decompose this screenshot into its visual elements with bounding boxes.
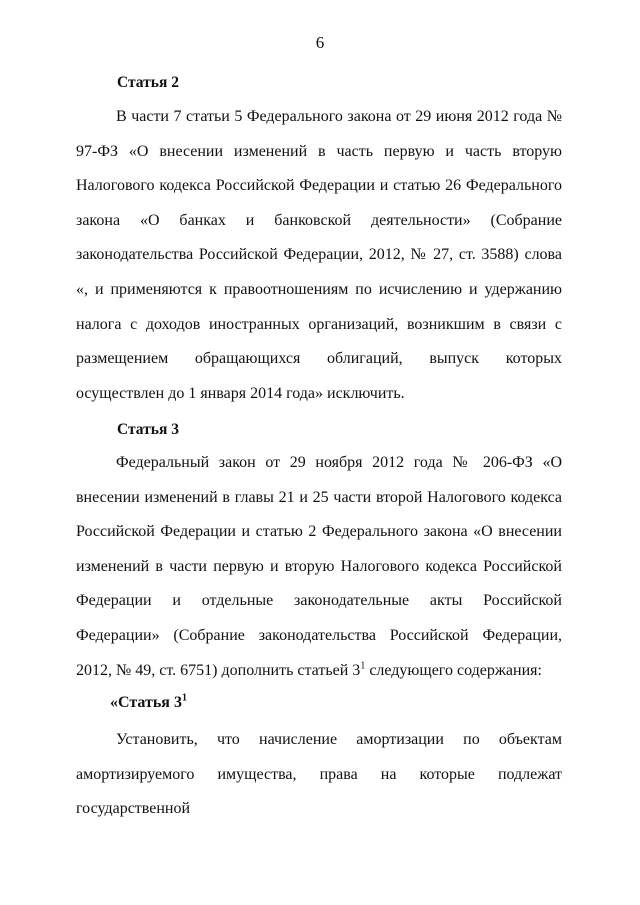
article-3-1-heading-text: «Статья 3: [110, 694, 182, 711]
article-3-text: [76, 446, 562, 688]
article-3-text-tail: следующего содержания:: [365, 661, 542, 679]
article-2-text: В части 7 статьи 5 Федерального закона от 29 июня 2012 года № 97-ФЗ «О внесении изменений в часть первую и часть вторую Налогового кодекса Российской Федерации и статью 26 Федерального закона «О банках и банковской деятельности» (Собрание законодательства Российской Федерации, 2012, № 27, ст. 3588) слова «, и применяются к правоотношениям по исчислению и удержанию налога с доходов иностранных организаций, возникшим в связи с размещением обращающихся облигаций, выпуск которых осуществлен до 1 января 2014 года» исключить.: [76, 108, 562, 402]
article-3-1-heading: [110, 694, 187, 712]
article-3-text-main: Федеральный закон от 29 ноября 2012 года № 206-ФЗ «О внесении изменений в главы 21 и 25 части второй Налогового кодекса Российской Федерации и статью 2 Федерального закона «О внесении изменений в части первую и вторую Налогового кодекса Российской Федерации и отдельные законодательные акты Российской Федерации» (Собрание законодательства Российской Федерации, 2012, № 49, ст. 6751) дополнить статьей 3: [76, 454, 562, 679]
page-number: 6: [315, 33, 325, 52]
article-2-heading: Статья 2: [117, 74, 179, 91]
article-3-heading: Статья 3: [117, 421, 179, 438]
article-3-1-heading-superscript: 1: [181, 692, 187, 704]
article-3-text-superscript: 1: [360, 660, 366, 672]
article-3-1-text: Установить, что начисление амортизации по объектам амортизируемого имущества, права на которые подлежат государственной: [76, 731, 562, 818]
